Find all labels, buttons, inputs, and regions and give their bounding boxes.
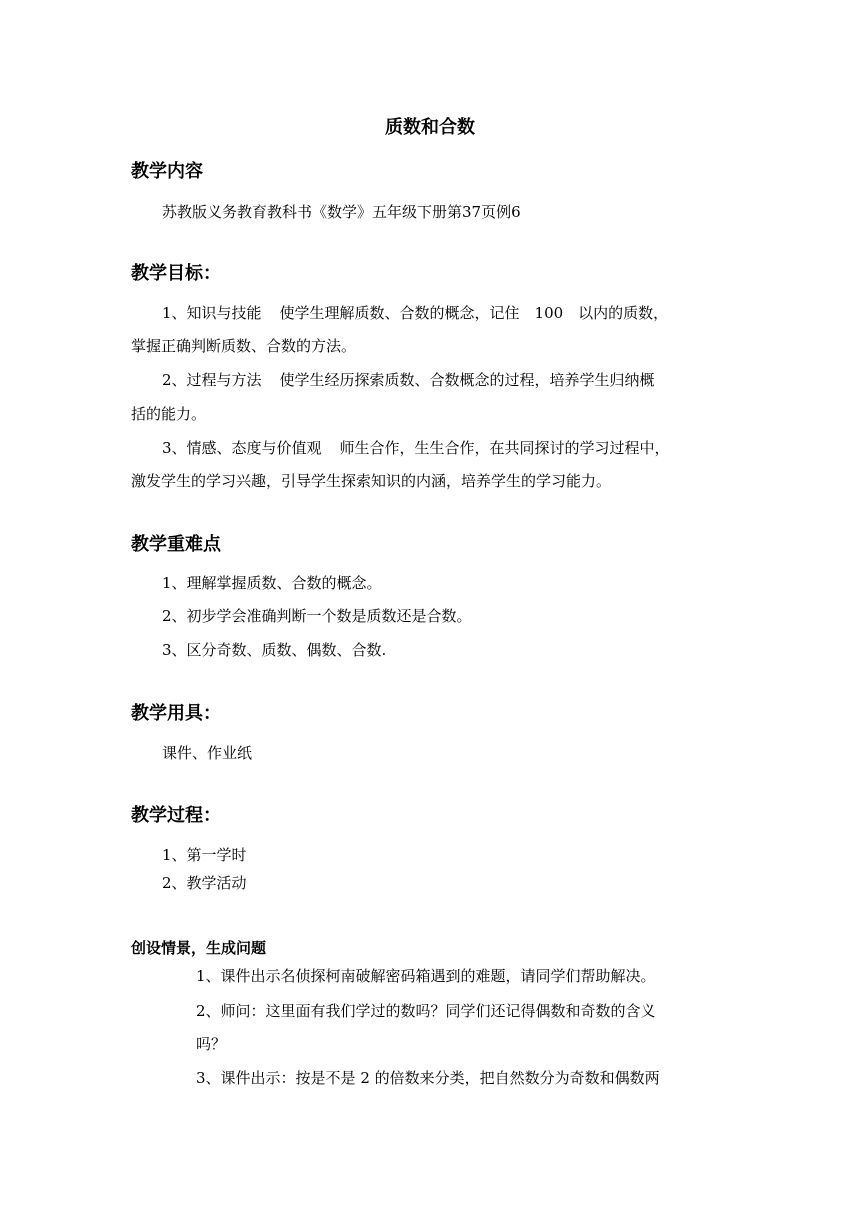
goal-item-2 xyxy=(162,370,655,390)
goal-item-2-cont: 括的能力。 xyxy=(131,405,207,423)
goal-text: 使学生经历探索质数、合数概念的过程，培养学生归纳概 xyxy=(279,371,655,389)
goal-item-3 xyxy=(162,438,670,458)
goal-label: 3、情感、态度与价值观 xyxy=(162,439,322,457)
process-item: 1、第一学时 xyxy=(162,846,247,864)
scenario-item: 3、课件出示：按是不是 2 的倍数来分类，把自然数分为奇数和偶数两 xyxy=(196,1069,660,1087)
section-heading-tools: 教学用具： xyxy=(131,703,221,724)
goal-label: 2、过程与方法 xyxy=(162,371,262,389)
goal-item-3-cont: 激发学生的学习兴趣，引导学生探索知识的内涵，培养学生的学习能力。 xyxy=(131,472,612,490)
process-item: 2、教学活动 xyxy=(162,874,247,892)
subsection-heading-scenario: 创设情景，生成问题 xyxy=(131,939,267,957)
keypoint-item: 2、初步学会准确判断一个数是质数还是合数。 xyxy=(162,607,472,625)
section-heading-goals: 教学目标： xyxy=(131,263,221,284)
goal-text: 使学生理解质数、合数的概念，记住 100 以内的质数， xyxy=(279,304,669,322)
section-heading-keypoints: 教学重难点 xyxy=(131,534,221,555)
goal-item-1 xyxy=(162,303,668,323)
content-text: 苏教版义务教育教科书《数学》五年级下册第37页例6 xyxy=(162,203,521,221)
goal-item-1-cont: 掌握正确判断质数、合数的方法。 xyxy=(131,337,357,355)
section-heading-content: 教学内容 xyxy=(131,161,203,182)
keypoint-item: 3、区分奇数、质数、偶数、合数. xyxy=(162,641,387,659)
scenario-item-cont: 吗？ xyxy=(196,1035,227,1053)
section-heading-process: 教学过程： xyxy=(131,805,221,826)
goal-label: 1、知识与技能 xyxy=(162,304,262,322)
tools-text: 课件、作业纸 xyxy=(162,744,253,762)
keypoint-item: 1、理解掌握质数、合数的概念。 xyxy=(162,574,382,592)
goal-text: 师生合作，生生合作，在共同探讨的学习过程中， xyxy=(339,439,670,457)
scenario-item: 1、课件出示名侦探柯南破解密码箱遇到的难题，请同学们帮助解决。 xyxy=(196,967,656,985)
scenario-item: 2、师问：这里面有我们学过的数吗？同学们还记得偶数和奇数的含义 xyxy=(196,1002,656,1020)
document-title: 质数和合数 xyxy=(385,117,475,138)
